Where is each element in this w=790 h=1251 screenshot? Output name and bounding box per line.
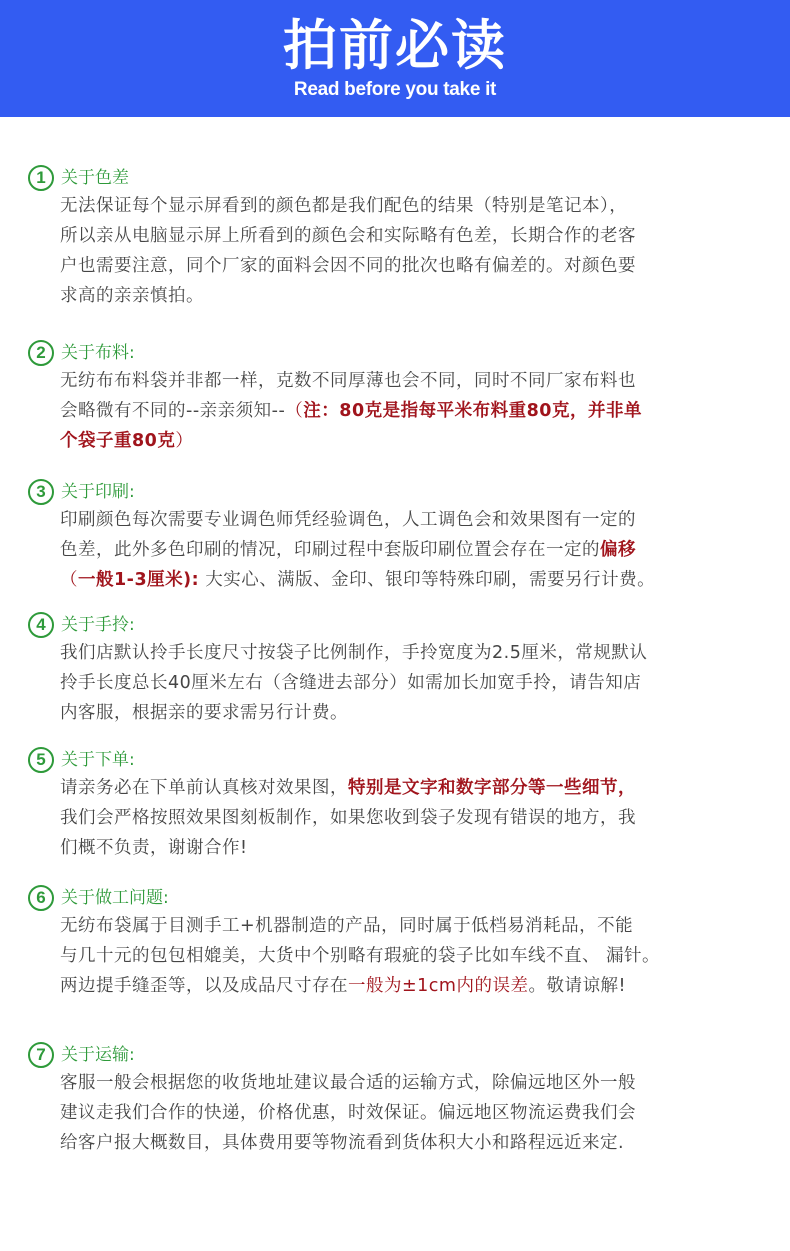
section-heading bbox=[28, 746, 135, 774]
body-text: 两边提手缝歪等，以及成品尺寸存在 bbox=[60, 976, 348, 996]
body-text: 建议走我们合作的快递，价格优惠，时效保证。偏远地区物流运费我们会 bbox=[60, 1103, 636, 1123]
body-line bbox=[60, 426, 770, 456]
section-title: 关于布料: bbox=[61, 343, 135, 363]
body-line bbox=[60, 191, 770, 221]
circled-number-icon: 5 bbox=[28, 747, 54, 773]
highlight-text: 注：80克是指每平米布料重80克，并非单 bbox=[303, 401, 642, 421]
body-line bbox=[60, 535, 770, 565]
highlight-text: （ bbox=[60, 570, 78, 590]
highlight-text: 一般1-3厘米): bbox=[78, 570, 200, 590]
section-body bbox=[60, 1068, 770, 1158]
body-text: 会略微有不同的--亲亲须知-- bbox=[60, 401, 286, 421]
section-heading bbox=[28, 339, 135, 367]
section-heading bbox=[28, 478, 135, 506]
body-text: 无纺布布料袋并非都一样，克数不同厚薄也会不同，同时不同厂家布料也 bbox=[60, 371, 636, 391]
body-line bbox=[60, 221, 770, 251]
section-title: 关于手拎: bbox=[61, 615, 135, 635]
circled-number-icon: 2 bbox=[28, 340, 54, 366]
section-heading bbox=[28, 164, 129, 192]
section-body bbox=[60, 773, 770, 863]
section-heading bbox=[28, 611, 135, 639]
body-text: 拎手长度总长40厘米左右（含缝进去部分）如需加长加宽手拎，请告知店 bbox=[60, 673, 642, 693]
section-title: 关于印刷: bbox=[61, 482, 135, 502]
body-line bbox=[60, 366, 770, 396]
body-text: 色差，此外多色印刷的情况，印刷过程中套版印刷位置会存在一定的 bbox=[60, 540, 600, 560]
body-text: 无纺布袋属于目测手工+机器制造的产品，同时属于低档易消耗品，不能 bbox=[60, 916, 634, 936]
page-title: 拍前必读 bbox=[283, 14, 507, 77]
body-text: 我们会严格按照效果图刻板制作，如果您收到袋子发现有错误的地方，我 bbox=[60, 808, 636, 828]
circled-number-icon: 7 bbox=[28, 1042, 54, 1068]
circled-number-icon: 3 bbox=[28, 479, 54, 505]
body-text: 与几十元的包包相媲美，大货中个别略有瑕疵的袋子比如车线不直、 漏针。 bbox=[60, 946, 661, 966]
body-text: 求高的亲亲慎拍。 bbox=[60, 286, 204, 306]
section-title: 关于做工问题: bbox=[61, 888, 169, 908]
body-line bbox=[60, 1068, 770, 1098]
highlight-text: （ bbox=[285, 401, 304, 421]
highlight-text: 个袋子重80克 bbox=[60, 431, 176, 451]
body-line bbox=[60, 505, 770, 535]
body-text: 给客户报大概数目，具体费用要等物流看到货体积大小和路程远近来定. bbox=[60, 1133, 625, 1153]
body-text: 我们店默认拎手长度尺寸按袋子比例制作，手拎宽度为2.5厘米，常规默认 bbox=[60, 643, 648, 663]
body-line bbox=[60, 396, 770, 426]
page-subtitle: Read before you take it bbox=[293, 79, 497, 100]
body-text: 户也需要注意，同个厂家的面料会因不同的批次也略有偏差的。对颜色要 bbox=[60, 256, 636, 276]
highlight-text: 偏移 bbox=[600, 540, 636, 560]
body-text: 们概不负责，谢谢合作! bbox=[60, 838, 248, 858]
section-title: 关于运输: bbox=[61, 1045, 135, 1065]
body-text: 。敬请谅解! bbox=[528, 976, 626, 996]
body-line bbox=[60, 251, 770, 281]
body-line bbox=[60, 803, 770, 833]
body-text: 印刷颜色每次需要专业调色师凭经验调色，人工调色会和效果图有一定的 bbox=[60, 510, 636, 530]
header-banner bbox=[0, 0, 790, 117]
body-line bbox=[60, 941, 770, 971]
body-line bbox=[60, 668, 770, 698]
body-text: 客服一般会根据您的收货地址建议最合适的运输方式，除偏远地区外一般 bbox=[60, 1073, 636, 1093]
circled-number-icon: 6 bbox=[28, 885, 54, 911]
body-text: 大实心、满版、金印、银印等特殊印刷，需要另行计费。 bbox=[199, 570, 656, 590]
section-title: 关于下单: bbox=[61, 750, 135, 770]
body-line bbox=[60, 911, 770, 941]
section-body bbox=[60, 638, 770, 728]
highlight-text: 特别是文字和数字部分等一些细节， bbox=[348, 778, 636, 798]
section-body bbox=[60, 505, 770, 595]
circled-number-icon: 1 bbox=[28, 165, 54, 191]
body-line bbox=[60, 281, 770, 311]
section-body bbox=[60, 191, 770, 311]
section-title: 关于色差 bbox=[61, 168, 129, 188]
section-body bbox=[60, 911, 770, 1001]
body-line bbox=[60, 1098, 770, 1128]
body-text: 所以亲从电脑显示屏上所看到的颜色会和实际略有色差，长期合作的老客 bbox=[60, 226, 636, 246]
body-line bbox=[60, 971, 770, 1001]
body-text: 请亲务必在下单前认真核对效果图， bbox=[60, 778, 348, 798]
section-heading bbox=[28, 884, 169, 912]
highlight-text: 一般为±1cm内的误差 bbox=[348, 976, 529, 996]
body-line bbox=[60, 833, 770, 863]
section-heading bbox=[28, 1041, 135, 1069]
body-line bbox=[60, 773, 770, 803]
section-body bbox=[60, 366, 770, 456]
body-line bbox=[60, 565, 770, 595]
body-line bbox=[60, 698, 770, 728]
body-line bbox=[60, 1128, 770, 1158]
highlight-text: ） bbox=[175, 431, 194, 451]
circled-number-icon: 4 bbox=[28, 612, 54, 638]
body-text: 无法保证每个显示屏看到的颜色都是我们配色的结果（特别是笔记本）， bbox=[60, 196, 628, 216]
body-text: 内客服，根据亲的要求需另行计费。 bbox=[60, 703, 348, 723]
body-line bbox=[60, 638, 770, 668]
